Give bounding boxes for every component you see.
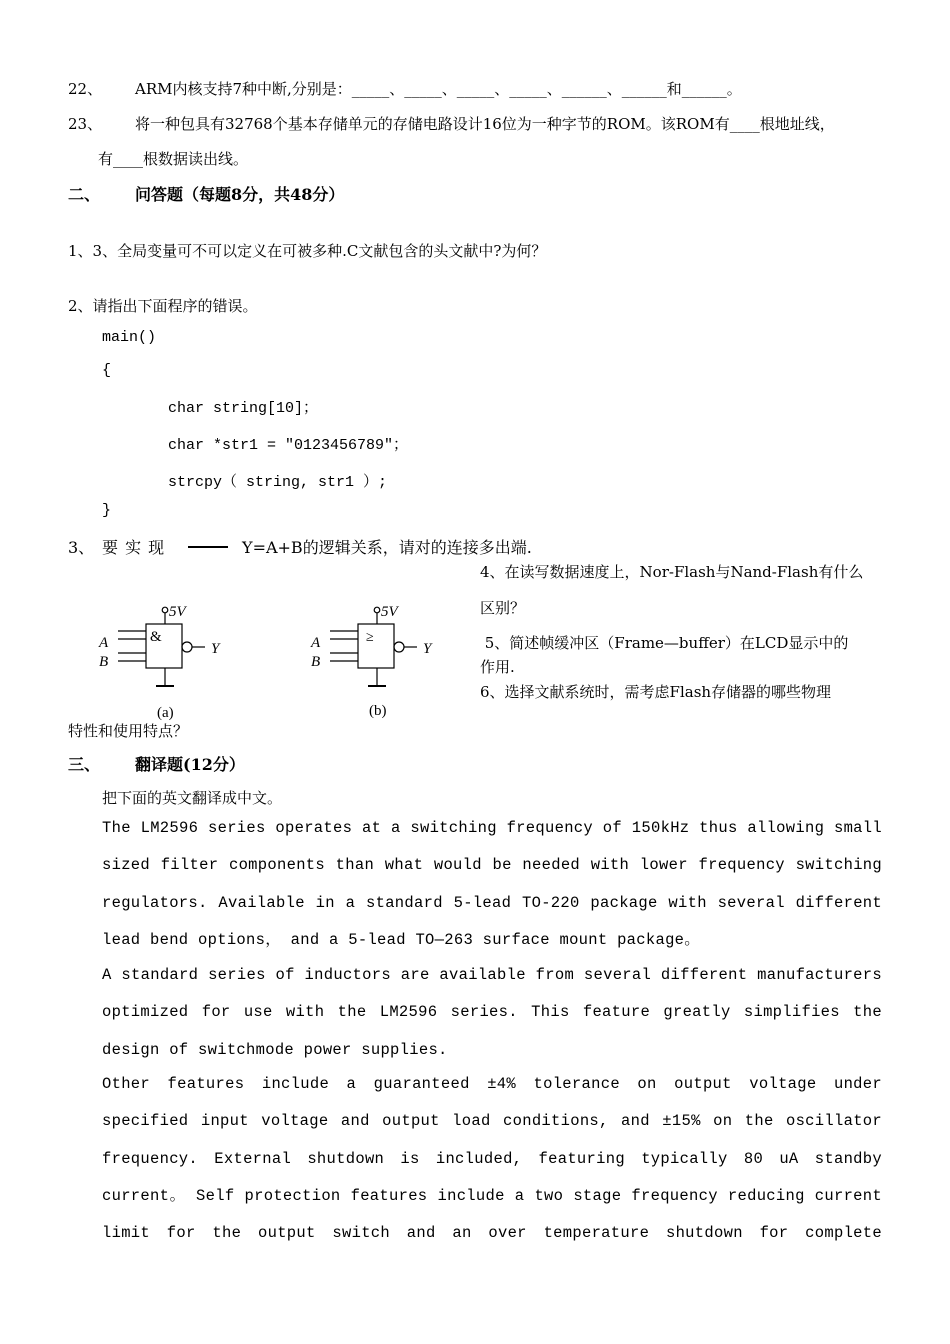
inverter-bubble <box>394 642 404 652</box>
code-line: strcpy（ string, str1 ）; <box>168 474 388 491</box>
gate-diagram-b <box>307 600 457 725</box>
gate-caption: (b) <box>369 703 387 719</box>
gate-symbol: & <box>150 629 162 645</box>
q23-text-line2: 有____根数据读出线。 <box>98 150 249 168</box>
code-line: { <box>102 362 112 379</box>
paragraph-line: frequency. External shutdown is included, featuring typically 80 uA standby <box>102 1149 882 1168</box>
inverter-bubble <box>182 642 192 652</box>
section2-number: 二、 <box>68 185 101 204</box>
section2-title: 问答题（每题8分，共48分） <box>135 185 345 204</box>
subquestion-4-line2: 区别？ <box>480 599 526 617</box>
subquestion-3-prefix: 要 实 现 <box>102 538 166 557</box>
paragraph-line: specified input voltage and output load conditions, and ±15% on the oscillator <box>102 1112 882 1131</box>
input-b-label: B <box>99 654 109 670</box>
translation-paragraph-3 <box>102 1066 882 1252</box>
paragraph-line: regulators. Available in a standard 5-lead TO-220 package with several different <box>102 893 882 912</box>
vcc-label: 5V <box>169 604 186 620</box>
subquestion-4-line1: 4、在读写数据速度上，Nor-Flash与Nand-Flash有什么 <box>480 563 864 581</box>
subquestion-3-number: 3、 <box>68 538 95 557</box>
code-line: } <box>102 502 112 519</box>
q22-number: 22、 <box>68 80 103 98</box>
subquestion-5-line1: 5、简述帧缓冲区（Frame—buffer）在LCD显示中的 <box>480 634 849 652</box>
section3-title: 翻译题(12分） <box>135 755 245 774</box>
translation-instruction: 把下面的英文翻译成中文。 <box>102 789 283 807</box>
or-gate <box>358 624 394 668</box>
subquestion-6-tail: 特性和使用特点？ <box>68 722 189 740</box>
input-b-label: B <box>311 654 321 670</box>
input-a-label: A <box>311 635 321 651</box>
paragraph-line: limit for the output switch and an over temperature shutdown for complete <box>102 1224 882 1243</box>
subquestion-1: 1、3、全局变量可不可以定义在可被多种.C文献包含的头文献中?为何？ <box>68 242 547 260</box>
paragraph-line: design of switchmode power supplies. <box>102 1040 448 1059</box>
subquestion-3-expression: Y=A+B的逻辑关系，请对的连接多出端. <box>242 538 532 557</box>
gate-diagram-a <box>95 600 245 725</box>
vcc-terminal <box>374 607 380 613</box>
code-line: char *str1 = "0123456789"； <box>168 437 409 454</box>
vcc-label: 5V <box>381 604 398 620</box>
translation-paragraph-2 <box>102 957 882 1069</box>
output-y-label: Y <box>211 641 220 657</box>
subquestion-4 <box>480 560 884 584</box>
paragraph-line: A standard series of inductors are available from several different manufacturers <box>102 966 882 984</box>
subquestion-5-line2: 作用. <box>480 658 515 676</box>
subquestion-2-title: 2、请指出下面程序的错误。 <box>68 297 258 315</box>
subquestion-6-line1: 6、选择文献系统时，需考虑Flash存储器的哪些物理 <box>480 683 832 701</box>
section3-number: 三、 <box>68 755 101 774</box>
code-line: main() <box>102 329 157 346</box>
output-y-label: Y <box>423 641 432 657</box>
paragraph-line: current。 Self protection features include a two stage frequency reducing current <box>102 1186 882 1205</box>
q23-text-line1: 将一种包具有32768个基本存储单元的存储电路设计16位为一种字节的ROM。该ROM有____根地址线， <box>135 115 835 133</box>
paragraph-line: The LM2596 series operates at a switching frequency of 150kHz thus allowing small <box>102 819 882 837</box>
paragraph-line: optimized for use with the LM2596 series. This feature greatly simplifies the <box>102 1003 882 1022</box>
code-line: char string[10]； <box>168 400 319 417</box>
gate-caption: (a) <box>157 705 174 721</box>
vcc-terminal <box>162 607 168 613</box>
translation-paragraph-1 <box>102 810 882 959</box>
y-bar-line <box>188 546 228 548</box>
gate-symbol: ≥ <box>366 630 374 645</box>
input-a-label: A <box>99 635 109 651</box>
paragraph-line: sized filter components than what would be needed with lower frequency switching <box>102 856 882 875</box>
paragraph-line: Other features include a guaranteed ±4% tolerance on output voltage under <box>102 1075 882 1093</box>
q23-number: 23、 <box>68 115 103 133</box>
paragraph-line: lead bend options， and a 5-lead TO—263 surface mount package。 <box>102 930 701 949</box>
q22-text: ARM内核支持7种中断,分别是：_____、_____、_____、_____、______、______和______。 <box>135 80 742 98</box>
